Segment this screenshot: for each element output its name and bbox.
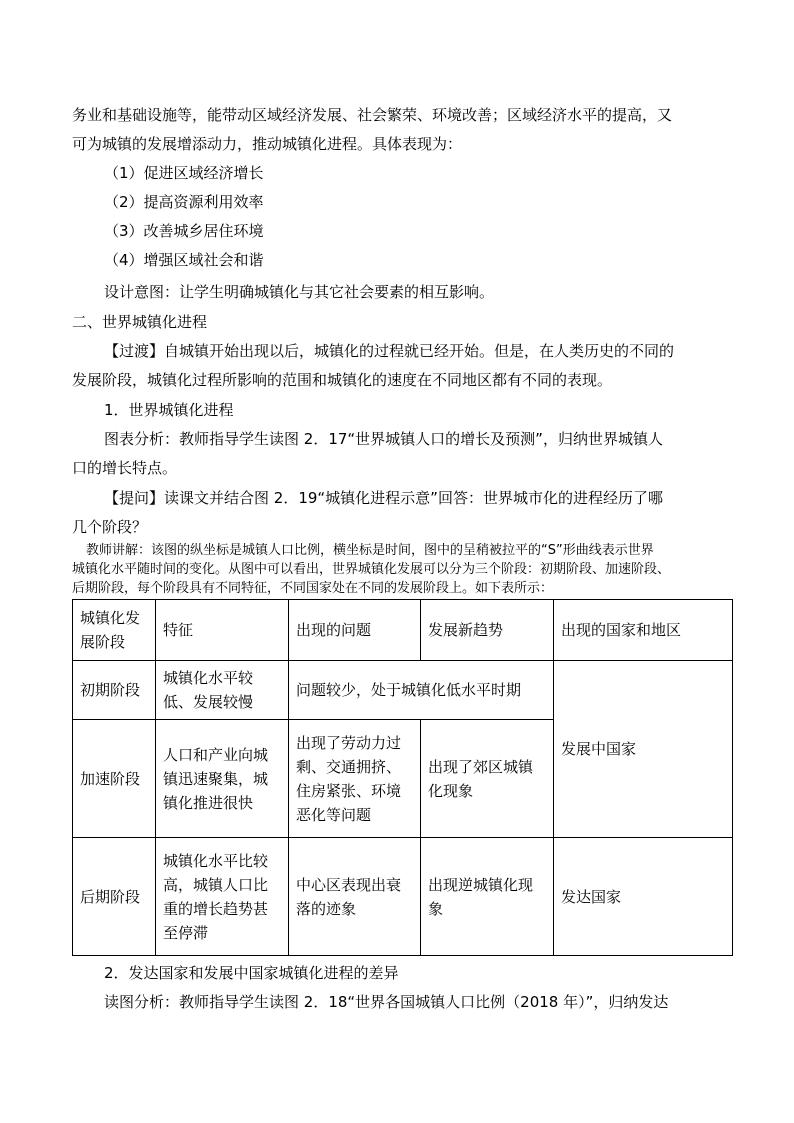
question-paragraph: 【提问】读课文并结合图 2．19“城镇化进程示意”回答：世界城市化的进程经历了哪 [104, 489, 663, 507]
list-item: （4）增强区域社会和谐 [104, 251, 264, 269]
section-heading: 二、世界城镇化进程 [72, 313, 208, 331]
read-analysis-paragraph: 读图分析：教师指导学生读图 2．18“世界各国城镇人口比例（2018 年）”，归纳发达 [104, 993, 669, 1011]
header-countries: 出现的国家和地区 [554, 600, 733, 661]
problem-cell: 中心区表现出衰落的迹象 [289, 838, 421, 956]
transition-paragraph: 发展阶段，城镇化过程所影响的范围和城镇化的速度在不同地区都有不同的表现。 [72, 371, 613, 389]
stage-cell: 初期阶段 [73, 661, 156, 720]
design-intent: 设计意图：让学生明确城镇化与其它社会要素的相互影响。 [104, 283, 495, 301]
chart-analysis-paragraph: 图表分析：教师指导学生读图 2．17“世界城镇人口的增长及预测”，归纳世界城镇人 [104, 430, 663, 448]
problem-cell: 出现了劳动力过剩、交通拥挤、住房紧张、环境恶化等问题 [289, 720, 421, 838]
stage-cell: 后期阶段 [73, 838, 156, 956]
table-row [73, 838, 733, 956]
list-item: （2）提高资源利用效率 [104, 193, 264, 211]
teacher-explanation: 后期阶段，每个阶段具有不同特征，不同国家处在不同的发展阶段上。如下表所示： [72, 581, 554, 596]
countries-cell: 发展中国家 [554, 661, 733, 838]
stage-cell: 加速阶段 [73, 720, 156, 838]
question-paragraph: 几个阶段？ [72, 518, 148, 536]
table-row [73, 661, 733, 720]
trend-cell: 出现了郊区城镇化现象 [421, 720, 554, 838]
list-item: （3）改善城乡居住环境 [104, 222, 264, 240]
feature-cell: 城镇化水平比较高，城镇人口比重的增长趋势甚至停滞 [156, 838, 289, 956]
paragraph-line: 务业和基础设施等，能带动区域经济发展、社会繁荣、环境改善；区域经济水平的提高，又 [72, 106, 673, 124]
chart-analysis-paragraph: 口的增长特点。 [72, 459, 178, 477]
teacher-explanation: 城镇化水平随时间的变化。从图中可以看出，世界城镇化发展可以分为三个阶段：初期阶段、加速阶段、 [72, 562, 671, 577]
header-trend: 发展新趋势 [421, 600, 554, 661]
problem-trend-cell: 问题较少，处于城镇化低水平时期 [289, 661, 554, 720]
feature-cell: 人口和产业向城镇迅速聚集，城镇化推进很快 [156, 720, 289, 838]
table-header-row [73, 600, 733, 661]
countries-cell: 发达国家 [554, 838, 733, 956]
feature-cell: 城镇化水平较低、发展较慢 [156, 661, 289, 720]
list-item: （1）促进区域经济增长 [104, 164, 264, 182]
header-stage: 城镇化发展阶段 [73, 600, 156, 661]
transition-paragraph: 【过渡】自城镇开始出现以后，城镇化的过程就已经开始。但是，在人类历史的不同的 [104, 342, 675, 360]
paragraph-line: 可为城镇的发展增添动力，推动城镇化进程。具体表现为： [72, 135, 463, 153]
subsection-heading: 1．世界城镇化进程 [104, 401, 234, 419]
urbanization-stages-table [72, 599, 733, 956]
header-feature: 特征 [156, 600, 289, 661]
trend-cell: 出现逆城镇化现象 [421, 838, 554, 956]
teacher-explanation: 教师讲解：该图的纵坐标是城镇人口比例，横坐标是时间，图中的呈稍被拉平的“S”形曲线表示世界 [86, 543, 654, 558]
header-problem: 出现的问题 [289, 600, 421, 661]
subsection-heading: 2．发达国家和发展中国家城镇化进程的差异 [104, 964, 399, 982]
